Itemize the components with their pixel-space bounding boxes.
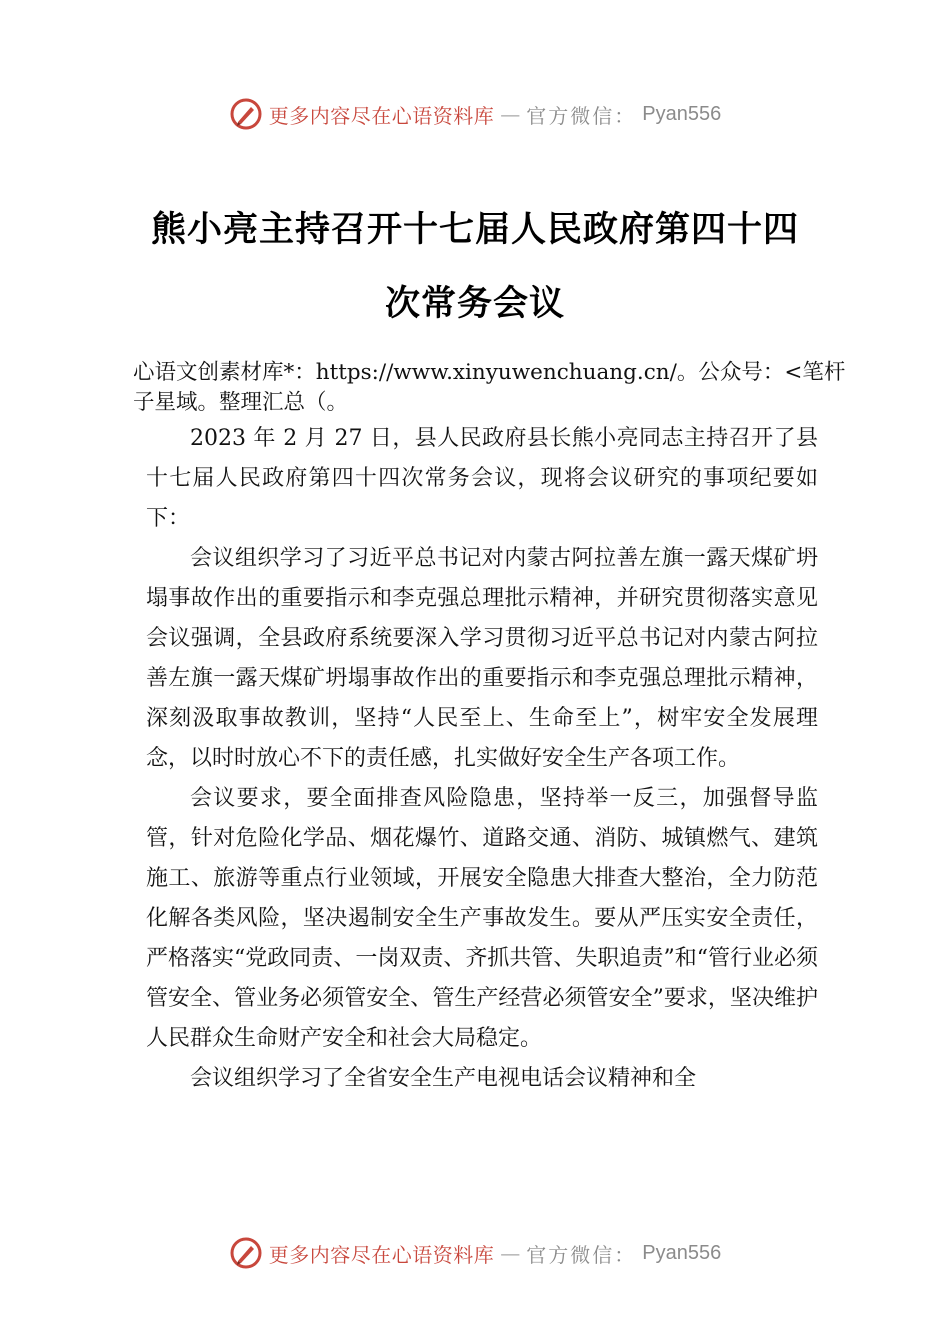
- paragraph-3: 会议要求，要全面排查风险隐患，坚持举一反三，加强督导监管，针对危险化学品、烟花爆竹、道路交通、消防、城镇燃气、建筑施工、旅游等重点行业领域，开展安全隐患大排查大整治，全力防范化解各类风险，坚决遏制安全生产事故发生。要从严压实安全责任，严格落实“党政同责、一岗双责、齐抓共管、失职追责”和“管行业必须管安全、管业务必须管安全、管生产经营必须管安全”要求，坚决维护人民群众生命财产安全和社会大局稳定。: [146, 786, 818, 1051]
- paragraph-2: 会议组织学习了习近平总书记对内蒙古阿拉善左旗一露天煤矿坍塌事故作出的重要指示和李克强总理批示精神，并研究贯彻落实意见会议强调，全县政府系统要深入学习贯彻习近平总书记对内蒙古阿拉善左旗一露天煤矿坍塌事故作出的重要指示和李克强总理批示精神，深刻汲取事故教训，坚持“人民至上、生命至上”，树牢安全发展理念，以时时放心不下的责任感，扎实做好安全生产各项工作。: [146, 546, 818, 771]
- paragraph-4: 会议组织学习了全省安全生产电视电话会议精神和全: [190, 1066, 697, 1091]
- wechat-label: 官方微信：: [526, 1242, 637, 1267]
- paragraph-1: 2023 年 2 月 27 日，县人民政府县长熊小亮同志主持召开了县十七届人民政府第四十四次常务会议，现将会议研究的事项纪要如下：: [146, 426, 818, 531]
- document-title-line-1: 熊小亮主持召开十七届人民政府第四十四: [150, 210, 799, 250]
- pen-logo-icon: [229, 97, 263, 131]
- document-body: [146, 419, 818, 1099]
- promo-text: 更多内容尽在心语资料库: [268, 103, 495, 128]
- document-title-line-2: 次常务会议: [384, 284, 565, 324]
- wechat-label: 官方微信：: [526, 103, 637, 128]
- source-note: 心语文创素材库*：https://www.xinyuwenchuang.cn/。公众号：<笔杆子星域。整理汇总（。: [133, 360, 846, 415]
- wechat-id: Pyan556: [642, 1241, 722, 1264]
- promo-separator: —: [500, 1241, 521, 1265]
- footer-watermark-banner: [0, 1233, 950, 1273]
- promo-text: 更多内容尽在心语资料库: [268, 1242, 495, 1267]
- header-watermark-banner: [0, 94, 950, 134]
- wechat-id: Pyan556: [642, 102, 722, 125]
- pen-logo-icon: [229, 1236, 263, 1270]
- promo-separator: —: [500, 102, 521, 126]
